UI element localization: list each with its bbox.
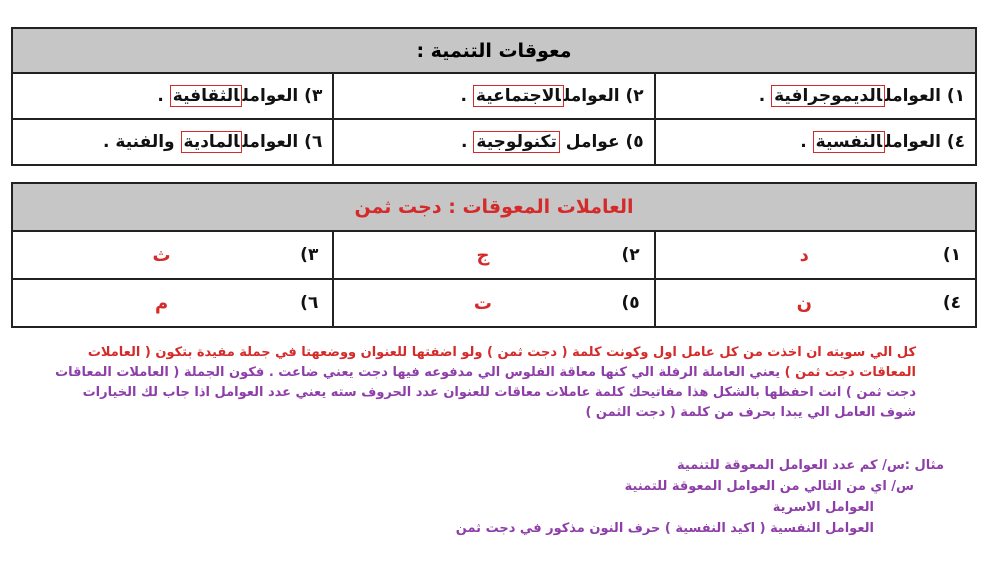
mnemonic-table: [11, 182, 977, 328]
letter-cell: ٣) ث: [12, 231, 333, 279]
explanation-purple-text: يعني العاملة الرفلة الي كنها معاقة الفلوس الي مدفوعه فيها دجت يعني ضاعت . فكون الجملة ( العاملات المعاقات دجت ثمن ) انت احفظها بالشكل هذا مفاتيحك كلمة عاملات معاقات للعنوان عدد الحروف سته يعني عدد العوامل اذا جاب لك الخيارات شوف العامل الي يبدا بحرف من كلمة ( دجت الثمن ): [55, 365, 916, 420]
explanation-paragraph: [44, 343, 916, 423]
factor-cell: ١) العواملالديموجرافية .: [655, 73, 976, 119]
development-obstacles-table: [11, 27, 977, 166]
mnemonic-letter: م: [154, 292, 169, 314]
mnemonic-letter: ج: [476, 244, 490, 266]
table1-title: معوقات التنمية :: [12, 28, 976, 73]
letter-cell: ٢) ج: [333, 231, 654, 279]
mnemonic-letter: د: [799, 244, 809, 266]
letter-cell: ٥) ت: [333, 279, 654, 327]
table-row: [12, 231, 976, 279]
table2-title: العاملات المعوقات : دجت ثمن: [12, 183, 976, 231]
keyword-box: تكنولوجية: [473, 131, 559, 153]
factor-cell: ٦) العواملالمادية والفنية .: [12, 119, 333, 165]
mnemonic-letter: ت: [473, 292, 492, 314]
letter-cell: ٤) ن: [655, 279, 976, 327]
example-line: العوامل الاسرية: [772, 500, 874, 515]
keyword-box: الثقافية: [170, 85, 243, 107]
example-line: العوامل النفسية ( اكيد النفسية ) حرف النون مذكور في دجت ثمن: [455, 521, 874, 536]
letter-cell: ٦) م: [12, 279, 333, 327]
letter-cell: ١) د: [655, 231, 976, 279]
factor-cell: ٤) العواملالنفسية .: [655, 119, 976, 165]
example-line: مثال :س/ كم عدد العوامل المعوقة للتنمية: [677, 458, 944, 473]
keyword-box: الاجتماعية: [473, 85, 564, 107]
example-line: س/ اي من التالي من العوامل المعوقة للتمنية: [624, 479, 914, 494]
explanation-red-text: كل الي سويته ان اخذت من كل عامل اول وكونت كلمة ( دجت ثمن ) ولو اضفتها للعنوان ووضعهتا في جملة مفيدة بتكون ( العاملات المعاقات دجت ثمن ): [87, 345, 916, 380]
example-block: [455, 455, 944, 539]
factor-cell: ٢) العواملالاجتماعية .: [333, 73, 654, 119]
mnemonic-letter: ث: [152, 244, 171, 266]
keyword-box: الديموجرافية: [771, 85, 885, 107]
table-row: [12, 73, 976, 119]
table-row: [12, 279, 976, 327]
factor-cell: ٥) عوامل تكنولوجية .: [333, 119, 654, 165]
mnemonic-letter: ن: [796, 292, 812, 314]
factor-cell: ٣) العواملالثقافية .: [12, 73, 333, 119]
keyword-box: المادية: [181, 131, 243, 153]
keyword-box: النفسية: [813, 131, 886, 153]
table-row: [12, 119, 976, 165]
